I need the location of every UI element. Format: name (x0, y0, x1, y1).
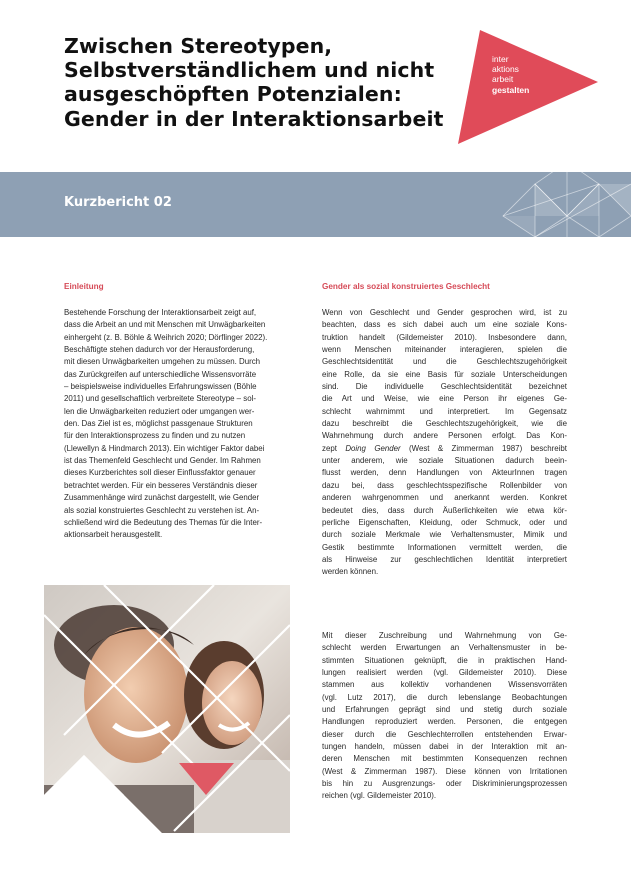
text-line: (vgl. Lutz 2017), die durch lebenslange Beobachtungen (322, 692, 567, 702)
text-line: die Art und Weise, wie eine Person ihr eigenes Ge- (322, 394, 567, 404)
text-line: Gestik bestimmte Informationen vermittelt werden, die (322, 542, 567, 552)
geometric-pattern-icon (495, 172, 631, 237)
logo (492, 54, 529, 95)
text-line: (West & Zimmerman 1987). Diese können von Irritationen (322, 766, 567, 776)
text-line: (Llewellyn & Hindmarch 2013). Ein wichtiger Faktor dabei (64, 443, 265, 453)
intro-paragraph (64, 307, 298, 542)
text-line: dazu bei, dass geschlechtsspezifische Rollenbilder von (322, 480, 567, 490)
text-line: Wahrnehmung durch andere Personen erfolgt. Das Kon- (322, 431, 567, 441)
text-line: stammen aus kollektiv vorhandenen Wissensvorräten (322, 680, 567, 690)
text-fragment: (West & Zimmerman 1987) beschreibt (400, 443, 567, 453)
people-photo (44, 585, 290, 833)
logo-line-strong: gestalten (492, 84, 530, 95)
text-line: Wenn von Geschlecht und Gender gesprochen wird, ist zu (322, 308, 567, 317)
text-line: truktion handelt (Gildemeister 2010). Insbesondere dann, (322, 332, 567, 342)
text-line: – beispielsweise individuelles Erfahrungswissen (Böhle (64, 382, 257, 392)
text-line: reichen (vgl. Gildemeister 2010). (322, 791, 437, 801)
text-line: mit diesen Unwägbarkeiten umgehen zu müssen. Durch (64, 357, 261, 367)
text-line: wenn Menschen miteinander interagieren, spielen die (322, 345, 567, 355)
text-line: sind. Die individuelle Geschlechtsidentität bezeichnet (322, 382, 567, 392)
text-line: schließend wird die Bedeutung des Themas für die Inter- (64, 517, 263, 527)
section-heading-intro: Einleitung (64, 282, 104, 291)
text-line: flusst werden, denn Handlungen von AkteurInnen tragen (322, 468, 567, 478)
text-line: tungen handeln, müssen dabei in der Interaktion mit an- (322, 742, 567, 752)
report-band (0, 172, 631, 237)
text-line: dazu beschreibt die Geschlechtszugehörigkeit, wie die (322, 419, 567, 429)
gender-paragraph-1 (322, 307, 567, 579)
text-line: Handlungen reproduziert werden. Personen, die entgegen (322, 717, 567, 727)
text-line: perliche Eigenschaften, Kleidung, oder Schmuck, oder und (322, 517, 567, 527)
text-line: deren Menschen mit bestimmten Konsequenzen rechnen (322, 754, 567, 764)
text-line: durch soziale Merkmale wie Verhaltensmuster, Mimik und (322, 530, 567, 540)
logo-line: arbeit (492, 74, 514, 85)
title-line: Gender in der Interaktionsarbeit (64, 106, 444, 131)
text-line: bedeutet dies, dass durch Äußerlichkeiten wie etwa kör- (322, 505, 567, 515)
section-heading-gender: Gender als sozial konstruiertes Geschlecht (322, 282, 490, 291)
text-line: Bestehende Forschung der Interaktionsarbeit zeigt auf, (64, 308, 257, 317)
text-line: Geschlechtsidentität und die Geschlechtszugehörigkeit (322, 357, 567, 367)
text-line: für den Interaktionsprozess zu finden und zu nutzen (64, 431, 246, 441)
text-line: beachten, dass es sich dabei auch um eine soziale Kons- (322, 320, 567, 330)
text-line: einhergeht (z. B. Böhle & Weihrich 2020; Dörflinger 2022). (64, 332, 268, 342)
text-line: betrachtet werden. Für ein besseres Verständnis dieser (64, 480, 258, 490)
text-line: als sozial konstruiertes Geschlecht zu verstehen ist. An- (64, 505, 260, 515)
text-fragment: zept (322, 443, 346, 453)
text-line: anderen wahrgenommen und anerkannt werden. Konkret (322, 493, 567, 503)
text-line: Zusammenhänge wird zunächst dargestellt, wie Gender (64, 493, 260, 503)
title-line: ausgeschöpften Potenzialen: (64, 82, 402, 107)
text-line: len die Unwägbarkeiten reduziert oder umgangen wer- (64, 406, 255, 416)
text-line: und Erfahrungen geprägt sind und stetig durch soziale (322, 705, 567, 715)
text-line: ist das Themenfeld Geschlecht und Gender. Im Rahmen (64, 456, 261, 466)
text-line-with-emphasis (322, 443, 567, 455)
text-line: Beschäftigte stehen dadurch vor der Herausforderung, (64, 345, 255, 355)
text-line: dieses Kurzberichtes soll dieser Einflussfaktor genauer (64, 468, 256, 478)
title-line: Zwischen Stereotypen, (64, 34, 333, 58)
text-line: Mit dieser Zuschreibung und Wahrnehmung von Ge- (322, 631, 567, 640)
text-line: eine Rolle, da sie eine Basis für soziale Unterscheidungen (322, 369, 567, 379)
logo-line: aktions (492, 64, 519, 75)
gender-paragraph-2 (322, 630, 567, 803)
text-line: aktionsarbeit herausgestellt. (64, 530, 163, 540)
text-line: unter anderem, wie soziale Situationen dadurch beein- (322, 456, 567, 466)
text-line: schlecht werden Erwartungen an Verhaltensmuster in be- (322, 643, 567, 653)
title-line: Selbstverständlichem und nicht (64, 58, 435, 83)
text-line: bis hin zu Ausgrenzungs- oder Diskriminierungsprozessen (322, 779, 567, 789)
text-line: lungen realisiert werden (vgl. Gildemeister 2010). Diese (322, 668, 567, 678)
text-line: das Zurückgreifen auf unterschiedliche Wissensvorräte (64, 369, 257, 379)
text-line: dass die Arbeit an und mit Menschen mit Unwägbarkeiten (64, 320, 266, 330)
text-line: dieser durch die Geschlechterrollen entstehenden Erwar- (322, 729, 567, 739)
logo-line: inter (492, 54, 509, 64)
text-line: werden können. (322, 567, 379, 577)
text-line: als Hinweise zur geschlechtlichen Identität interpretiert (322, 554, 567, 564)
text-line: stimmten Situationen geknüpft, die in praktischen Hand- (322, 655, 567, 665)
emphasis-term: Doing Gender (345, 443, 401, 453)
report-label: Kurzbericht 02 (64, 195, 172, 210)
document-title (64, 34, 464, 131)
text-line: schlecht wahrnimmt und interpretiert. Im Gegensatz (322, 406, 567, 416)
text-line: 2011) und gesellschaftlich verbreitete Stereotype – sol- (64, 394, 256, 404)
text-line: den. Das Ziel ist es, möglichst passgenaue Strukturen (64, 419, 253, 429)
